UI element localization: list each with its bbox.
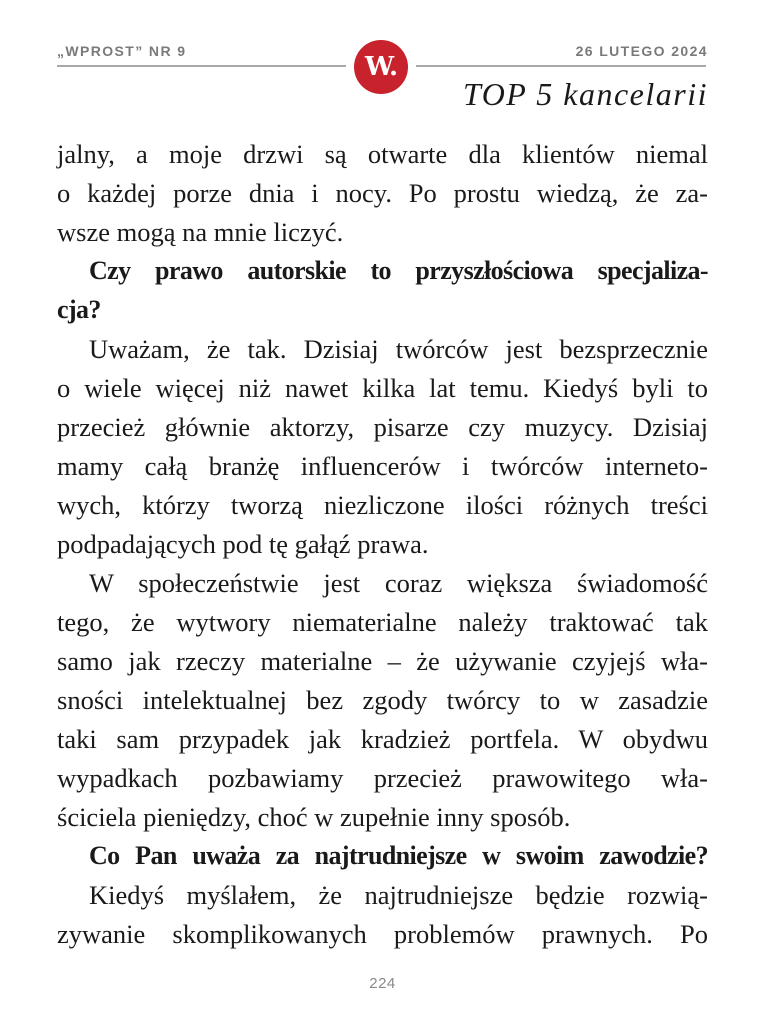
header-rule-right xyxy=(416,65,706,67)
text-line: samo jak rzeczy materialne – że używanie czyjejś wła- xyxy=(57,646,708,676)
text-line: sności intelektualnej bez zgody twórcy to w zasadzie xyxy=(57,685,708,715)
text-line: zywanie skomplikowanych problemów prawnych. Po xyxy=(57,919,708,949)
question-heading: Czy prawo autorskie to przyszłościowa specjaliza- xyxy=(89,256,708,285)
text-line: ściciela pieniędzy, choć w zupełnie inny sposób. xyxy=(57,802,571,832)
text-line: o wiele więcej niż nawet kilka lat temu. Kiedyś byli to xyxy=(57,373,708,403)
question-heading: Co Pan uważa za najtrudniejsze w swoim zawodzie? xyxy=(89,841,708,870)
text-line: wsze mogą na mnie liczyć. xyxy=(57,217,344,247)
text-line: Kiedyś myślałem, że najtrudniejsze będzie rozwią- xyxy=(89,880,708,910)
text-line: jalny, a moje drzwi są otwarte dla klientów niemal xyxy=(57,139,708,169)
text-line: mamy całą branżę influencerów i twórców interneto- xyxy=(57,451,708,481)
text-line: przecież głównie aktorzy, pisarze czy muzycy. Dzisiaj xyxy=(57,412,708,442)
logo-text: W. xyxy=(364,52,398,82)
text-line: tego, że wytwory niematerialne należy traktować tak xyxy=(57,607,708,637)
text-line: W społeczeństwie jest coraz większa świadomość xyxy=(89,568,708,598)
page-number: 224 xyxy=(369,975,396,992)
question-heading: cja? xyxy=(57,295,101,324)
text-line: podpadających pod tę gałąź prawa. xyxy=(57,529,429,559)
magazine-issue: „WPROST” NR 9 xyxy=(57,43,187,59)
wprost-logo-icon xyxy=(354,40,408,94)
text-line: taki sam przypadek jak kradzież portfela. W obydwu xyxy=(57,724,708,754)
section-title: TOP 5 kancelarii xyxy=(462,76,708,112)
text-line: Uważam, że tak. Dzisiaj twórców jest bezsprzecznie xyxy=(89,334,708,364)
text-line: wypadkach pozbawiamy przecież prawowitego wła- xyxy=(57,763,708,793)
text-line: o każdej porze dnia i nocy. Po prostu wiedzą, że za- xyxy=(57,178,708,208)
issue-date: 26 LUTEGO 2024 xyxy=(575,43,708,59)
text-line: wych, którzy tworzą niezliczone ilości różnych treści xyxy=(57,490,708,520)
header-rule-left xyxy=(57,65,346,67)
